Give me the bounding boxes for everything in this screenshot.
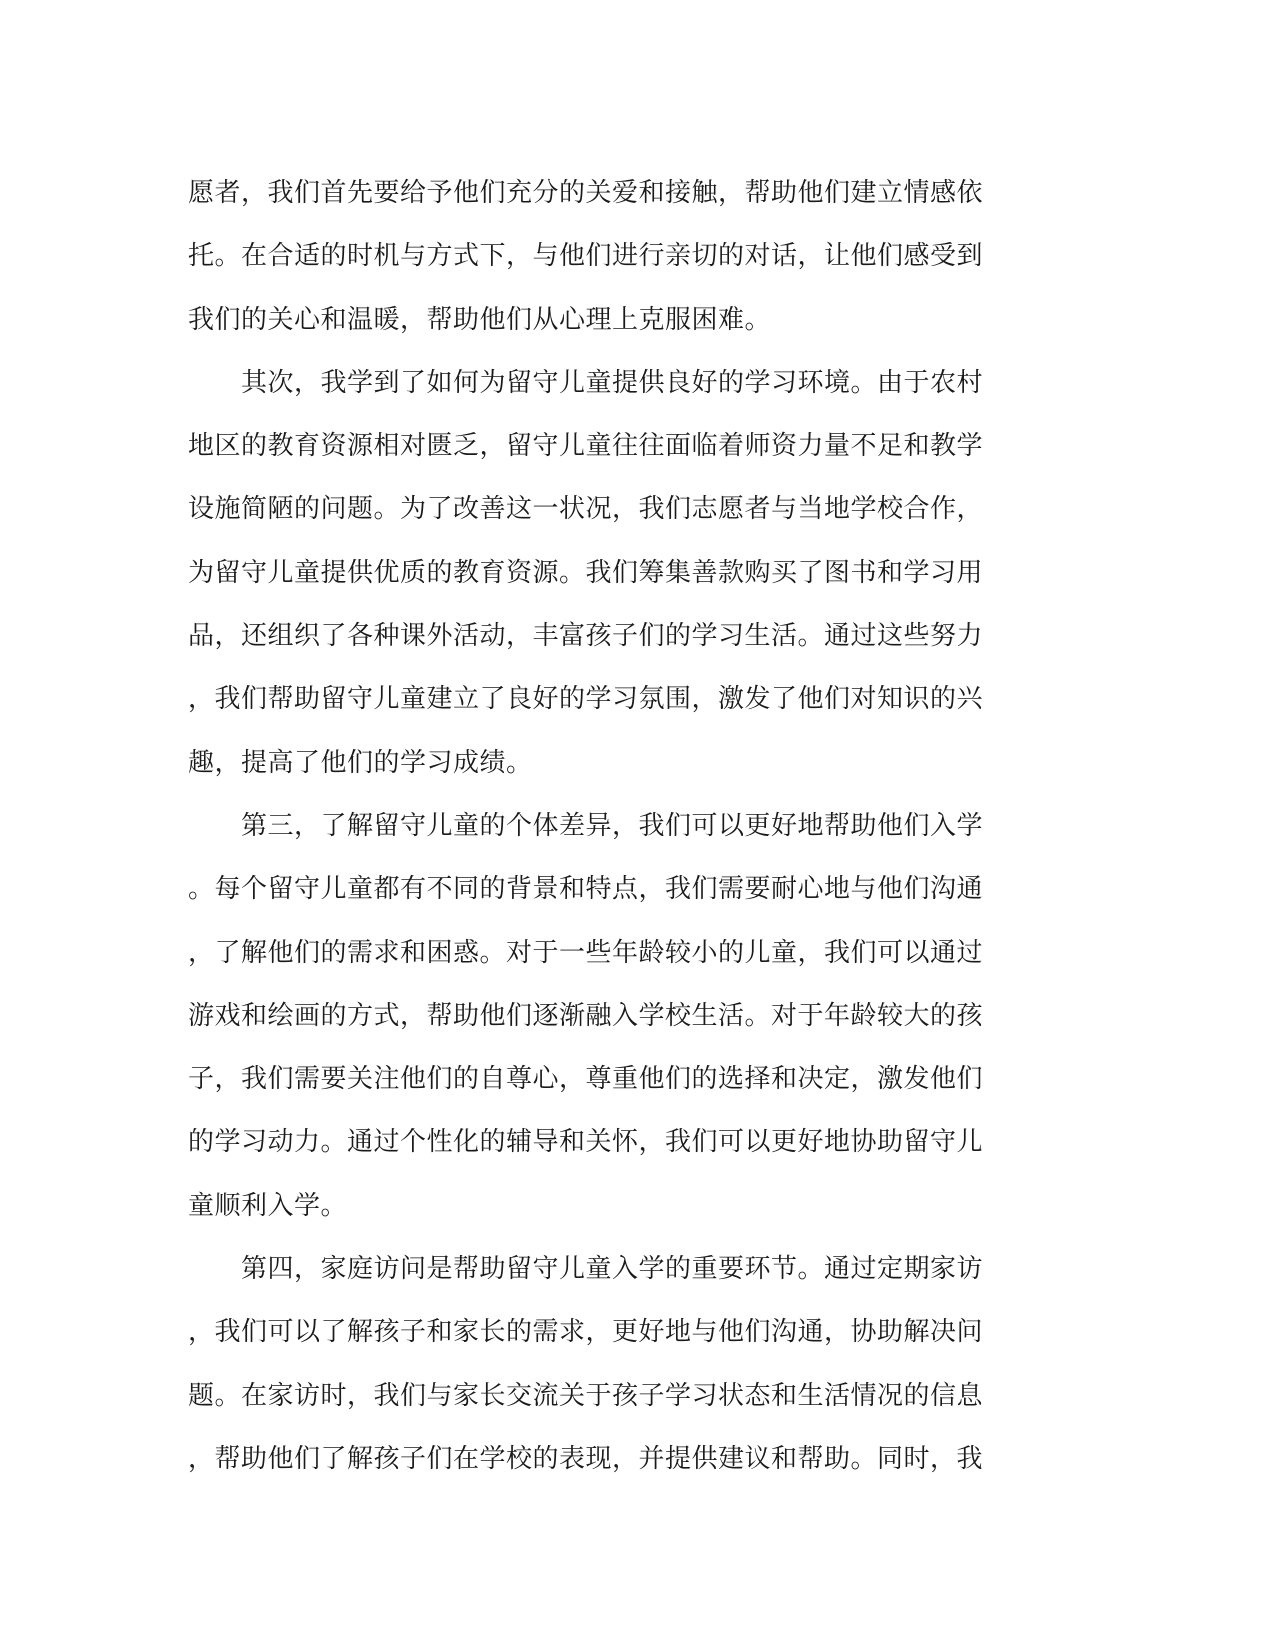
text-line: 地区的教育资源相对匮乏，留守儿童往往面临着师资力量不足和教学 [188, 431, 984, 462]
body-text [188, 162, 1068, 1491]
text-line: 愿者，我们首先要给予他们充分的关爱和接触，帮助他们建立情感依 [188, 178, 984, 208]
text-line: 趣，提高了他们的学习成绩。 [188, 747, 533, 778]
text-line: 子，我们需要关注他们的自尊心，尊重他们的选择和决定，激发他们 [188, 1064, 984, 1095]
text-line: 其次，我学到了如何为留守儿童提供良好的学习环境。由于农村 [188, 367, 984, 398]
text-line: ，了解他们的需求和困惑。对于一些年龄较小的儿童，我们可以通过 [188, 937, 984, 968]
text-line: 为留守儿童提供优质的教育资源。我们筹集善款购买了图书和学习用 [188, 557, 984, 588]
text-line: ，帮助他们了解孩子们在学校的表现，并提供建议和帮助。同时，我 [188, 1443, 984, 1474]
text-line: 第四，家庭访问是帮助留守儿童入学的重要环节。通过定期家访 [188, 1254, 984, 1285]
text-line: ，我们帮助留守儿童建立了良好的学习氛围，激发了他们对知识的兴 [188, 684, 984, 715]
text-line: 童顺利入学。 [188, 1190, 348, 1221]
text-line: 的学习动力。通过个性化的辅导和关怀，我们可以更好地协助留守儿 [188, 1127, 984, 1158]
text-line: 品，还组织了各种课外活动，丰富孩子们的学习生活。通过这些努力 [188, 621, 984, 652]
text-line: 游戏和绘画的方式，帮助他们逐渐融入学校生活。对于年龄较大的孩 [188, 1000, 984, 1031]
text-line: ，我们可以了解孩子和家长的需求，更好地与他们沟通，协助解决问 [188, 1317, 984, 1348]
text-line: 第三，了解留守儿童的个体差异，我们可以更好地帮助他们入学 [188, 810, 984, 841]
text-line: 设施简陋的问题。为了改善这一状况，我们志愿者与当地学校合作， [188, 494, 984, 525]
text-line: 题。在家访时，我们与家长交流关于孩子学习状态和生活情况的信息 [188, 1380, 984, 1411]
text-line: 托。在合适的时机与方式下，与他们进行亲切的对话，让他们感受到 [188, 241, 984, 272]
text-line: 我们的关心和温暖，帮助他们从心理上克服困难。 [188, 304, 772, 335]
text-line: 。每个留守儿童都有不同的背景和特点，我们需要耐心地与他们沟通 [188, 874, 984, 905]
